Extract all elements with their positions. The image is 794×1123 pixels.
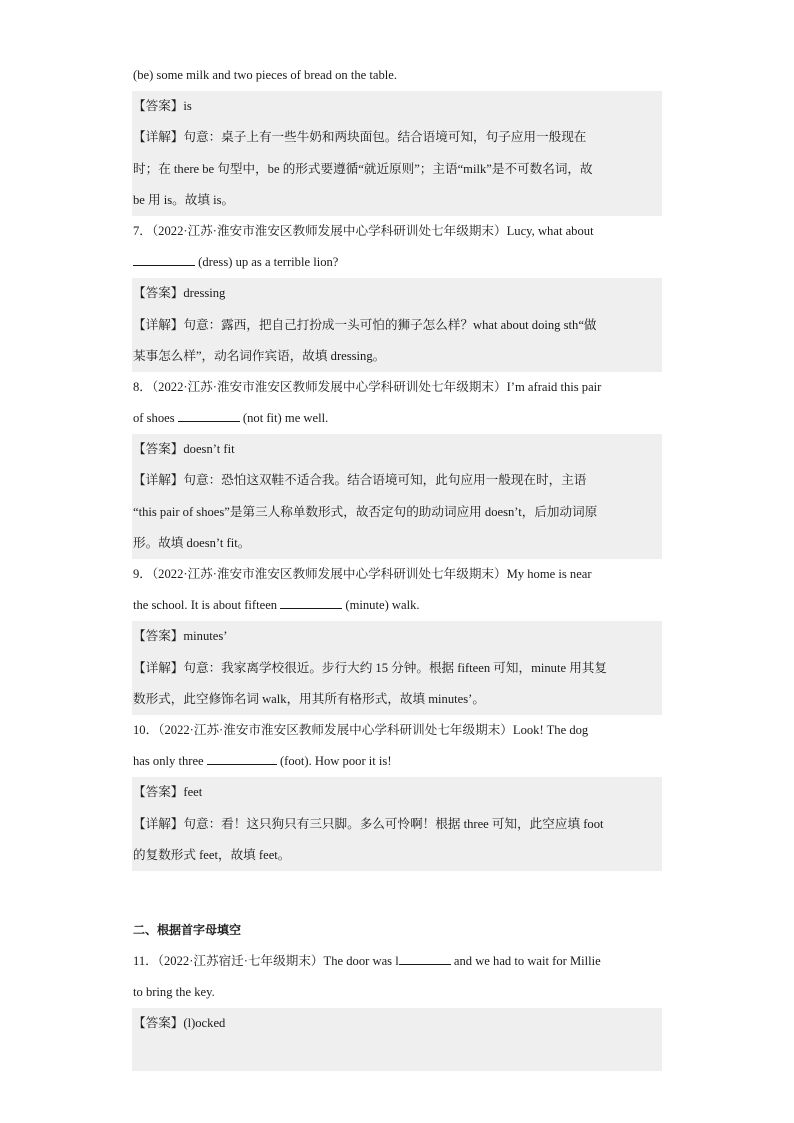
explanation-7-line-2: 某事怎么样”，动名词作宾语，故填 dressing。: [132, 341, 662, 372]
answer-blank: [207, 763, 277, 765]
answer-blank: [178, 420, 240, 422]
section-gap: [132, 871, 662, 915]
question-10-line-2: has only three (foot). How poor it is!: [133, 754, 392, 769]
section-heading: 二、根据首字母填空: [133, 922, 242, 937]
question-10-line-1: 10．（2022·江苏·淮安市淮安区教师发展中心学科研训处七年级期末）Look! The dog: [133, 722, 589, 737]
explanation-8-line-2: “this pair of shoes”是第三人称单数形式，故否定句的助动词应用 doesn’t，后加动词原: [132, 497, 662, 528]
answer-blank: [280, 607, 342, 609]
answer-11: 【答案】(l)ocked: [132, 1008, 662, 1039]
explanation-8-line-3: 形。故填 doesn’t fit。: [132, 528, 662, 559]
explanation-11-empty: [132, 1040, 662, 1071]
answer-6: 【答案】is: [132, 91, 662, 122]
answer-blank: [399, 963, 451, 965]
explanation-10-line-2: 的复数形式 feet，故填 feet。: [132, 840, 662, 871]
question-11-line-2: to bring the key.: [133, 985, 215, 1000]
question-7-line-1: 7．（2022·江苏·淮安市淮安区教师发展中心学科研训处七年级期末）Lucy, what about: [133, 223, 594, 238]
document-page: [132, 60, 662, 1071]
explanation-9-line-1: 【详解】句意：我家离学校很近。步行大约 15 分钟。根据 fifteen 可知，minute 用其复: [132, 653, 662, 684]
question-11-line-1: 11．（2022·江苏宿迁·七年级期末）The door was l and we had to wait for Millie: [133, 954, 601, 969]
answer-8: 【答案】doesn’t fit: [132, 434, 662, 465]
explanation-6-line-1: 【详解】句意：桌子上有一些牛奶和两块面包。结合语境可知，句子应用一般现在: [132, 122, 662, 153]
explanation-6-line-2: 时；在 there be 句型中，be 的形式要遵循“就近原则”；主语“milk”是不可数名词，故: [132, 154, 662, 185]
explanation-9-line-2: 数形式，此空修饰名词 walk，用其所有格形式，故填 minutes’。: [132, 684, 662, 715]
explanation-10-line-1: 【详解】句意：看！这只狗只有三只脚。多么可怜啊！根据 three 可知，此空应填 foot: [132, 809, 662, 840]
explanation-7-line-1: 【详解】句意：露西，把自己打扮成一头可怕的狮子怎么样？what about doing sth“做: [132, 310, 662, 341]
answer-blank: [133, 264, 195, 266]
explanation-6-line-3: be 用 is。故填 is。: [132, 185, 662, 216]
answer-10: 【答案】feet: [132, 777, 662, 808]
question-9-line-2: the school. It is about fifteen (minute) walk.: [133, 598, 420, 613]
question-6-continuation: (be) some milk and two pieces of bread on the table.: [133, 68, 398, 82]
question-8-line-1: 8．（2022·江苏·淮安市淮安区教师发展中心学科研训处七年级期末）I’m afraid this pair: [133, 379, 602, 394]
question-8-line-2: of shoes (not fit) me well.: [133, 411, 329, 426]
answer-7: 【答案】dressing: [132, 278, 662, 309]
explanation-8-line-1: 【详解】句意：恐怕这双鞋不适合我。结合语境可知，此句应用一般现在时，主语: [132, 465, 662, 496]
question-7-line-2: (dress) up as a terrible lion?: [132, 247, 662, 278]
question-9-line-1: 9．（2022·江苏·淮安市淮安区教师发展中心学科研训处七年级期末）My home is near: [133, 567, 592, 581]
answer-9: 【答案】minutes’: [132, 621, 662, 652]
